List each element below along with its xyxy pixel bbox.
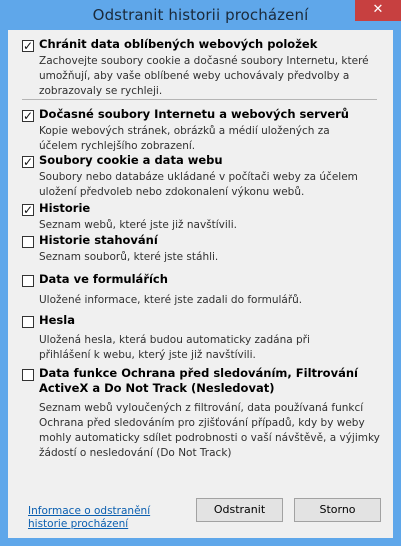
close-icon: ✕ bbox=[372, 2, 384, 17]
checkmark-icon: ✓ bbox=[23, 109, 34, 123]
option-label[interactable]: Soubory cookie a data webu bbox=[39, 153, 223, 167]
checkbox-temp-files[interactable] bbox=[22, 110, 34, 122]
option-label[interactable]: Dočasné soubory Internetu a webových serverů bbox=[39, 107, 349, 121]
option-label[interactable]: Hesla bbox=[39, 313, 75, 327]
checkbox-tracking-protection[interactable] bbox=[22, 369, 34, 381]
option-label[interactable]: Historie stahování bbox=[39, 233, 158, 247]
option-description: Uložené informace, které jste zadali do formulářů. bbox=[39, 294, 303, 306]
checkmark-icon: ✓ bbox=[23, 155, 34, 169]
checkbox-cookies[interactable] bbox=[22, 156, 34, 168]
dialog-title: Odstranit historii procházení bbox=[92, 6, 309, 24]
checkbox-favorites[interactable] bbox=[22, 40, 34, 52]
option-description: Uložená hesla, která budou automaticky zadána při přihlášení k webu, který jste již navštívili. bbox=[39, 334, 310, 361]
option-description: Seznam webů, které jste již navštívili. bbox=[39, 219, 237, 231]
checkbox-form-data[interactable] bbox=[22, 275, 34, 287]
checkbox-passwords[interactable] bbox=[22, 316, 34, 328]
info-link[interactable]: Informace o odstranění historie procházení bbox=[28, 505, 151, 530]
divider bbox=[22, 99, 377, 100]
close-button[interactable] bbox=[355, 0, 401, 21]
cancel-button[interactable]: Storno bbox=[294, 498, 381, 522]
option-label[interactable]: Data funkce Ochrana před sledováním, Filtrování ActiveX a Do Not Track (Nesledovat) bbox=[39, 366, 358, 395]
checkmark-icon: ✓ bbox=[23, 203, 34, 217]
checkmark-icon: ✓ bbox=[23, 39, 34, 53]
dialog-content bbox=[8, 30, 393, 538]
option-description: Kopie webových stránek, obrázků a médií uložených za účelem rychlejšího zobrazení. bbox=[39, 125, 330, 152]
checkbox-history[interactable] bbox=[22, 204, 34, 216]
option-description: Seznam souborů, které jste stáhli. bbox=[39, 251, 219, 263]
checkbox-download-history[interactable] bbox=[22, 236, 34, 248]
option-description: Soubory nebo databáze ukládané v počítači weby za účelem uložení předvoleb nebo zdokonalení výkonu webů. bbox=[39, 171, 358, 198]
title-bar bbox=[0, 0, 401, 30]
option-description: Seznam webů vyloučených z filtrování, data používaná funkcí Ochrana před sledováním pro zjišťování případů, kdy by weby mohly automaticky sdílet podrobnosti o vaší návštěvě, a výjimky žádostí o nesledování (Do Not Track) bbox=[39, 402, 380, 459]
option-description: Zachovejte soubory cookie a dočasné soubory Internetu, které umožňují, aby vaše oblíbené weby uchovávaly předvolby a zobrazovaly se rychleji. bbox=[39, 55, 369, 97]
option-label[interactable]: Data ve formulářích bbox=[39, 272, 168, 286]
delete-button[interactable]: Odstranit bbox=[196, 498, 283, 522]
option-label[interactable]: Historie bbox=[39, 201, 91, 215]
option-label[interactable]: Chránit data oblíbených webových položek bbox=[39, 37, 318, 51]
